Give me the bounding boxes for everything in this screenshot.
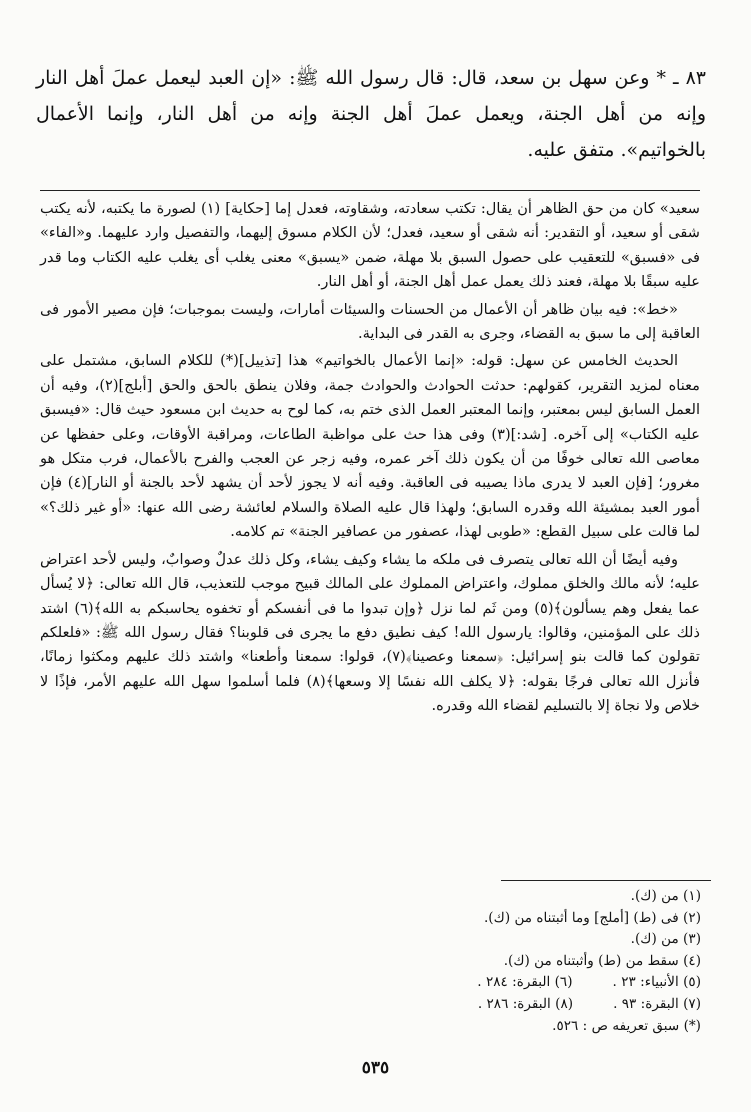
- commentary-paragraph-4: وفيه أيضًا أن الله تعالى يتصرف فى ملكه ما يشاء وكيف يشاء، وكل ذلك عدلٌ وصوابٌ، وليس لأحد اعتراض عليه؛ لأنه مالك والخلق مملوك، واعتراض المملوك على المالك قبيح موجب للتعذيب، قال الله تعالى: ﴿لا يُسأل عما يفعل وهم يسألون﴾(٥) ومن ثَم لما نزل ﴿وإن تبدوا ما فى أنفسكم أو تخفوه يحاسبكم به الله﴾(٦) اشتد ذلك على المؤمنين، وقالوا: يارسول الله! كيف نطيق دفع ما يجرى فى قلوبنا؟ فقال رسول الله ﷺ: «فلعلكم تقولون كما قالت بنو إسرائيل: ﴿سمعنا وعصينا﴾(٧)، قولوا: سمعنا وأطعنا» واشتد ذلك عليهم ومكثوا زمانًا، فأنزل الله تعالى فرجًا بقوله: ﴿لا يكلف الله نفسًا إلا وسعها﴾(٨) فلما أسلموا سهل الله عليهم الأمر، فإذًا لا خلاص ولا نجاة إلا بالتسليم لقضاء الله وقدره.: [40, 550, 700, 715]
- commentary-section: [40, 197, 700, 722]
- footnote-8: (٨) البقرة: ٢٨٦ .: [477, 995, 574, 1012]
- commentary-paragraph-2: «خط»: فيه بيان ظاهر أن الأعمال من الحسنات والسيئات أمارات، وليست بموجبات؛ فإن مصير الأمور فى العاقبة إلى ما سبق به القضاء، وجرى به القدر فى البداية.: [40, 300, 700, 343]
- footnote-3: (٣) من (ك).: [630, 931, 701, 948]
- footnote-star: (*) سبق تعريفه ص : ٥٢٦.: [552, 1017, 701, 1034]
- footnote-7: (٧) البقرة: ٩٣ .: [613, 995, 701, 1012]
- hadith-text: ٨٣ ـ * وعن سهل بن سعد، قال: قال رسول الله ﷺ: «إن العبد ليعمل عملَ أهل النار وإنه من أهل الجنة، ويعمل عملَ أهل الجنة وإنه من أهل النار، وإنما الأعمال بالخواتيم». متفق عليه.: [36, 67, 706, 161]
- commentary-paragraph-1: سعيد» كان من حق الظاهر أن يقال: تكتب سعادته، وشقاوته، فعدل إما [حكاية] (١) لصورة ما يكتبه، لأنه يكتب شقى أو سعيد، أو التقدير: أنه شقى أو سعيد، فعدل؛ لأن الكلام مسوق إليهما، والتفصيل وارد عليهما. و«الفاء» فى «فسبق» للتعقيب على حصول السبق بلا مهلة، ضمن «يسبق» معنى يغلب أى يغلب عليه الكتاب وما قدر عليه سبقًا بلا مهلة، فعند ذلك يعمل عمل أهل الجنة، أو أهل النار.: [40, 200, 701, 291]
- commentary-paragraph-3: الحديث الخامس عن سهل: قوله: «إنما الأعمال بالخواتيم» هذا [تذييل](*) للكلام السابق، مشتمل على معناه لمزيد التقرير، كقولهم: حدثت الحوادث والحوادث جمة، وفلان ينطق بالحق والحق [أبلج](٢)، وفيه أن العمل السابق ليس بمعتبر، وإنما المعتبر العمل الذى ختم به، كما لوح به حديث ابن مسعود حيث قال: «فيسبق عليه الكتاب» إلى آخره. [شد:](٣) وفى هذا حث على مواظبة الطاعات، ومراقبة الأوقات، وعلى حفظها عن معاصى الله تعالى خوفًا من أن يكون ذلك آخر عمره، وفيه زجر عن العجب والفرح بالأعمال، فرب متكل هو مغرور؛ [فإن العبد لا يدرى ماذا يصيبه فى العاقبة. وفيه أنه لا يجوز لأحد أن يشهد لأحد بالجنة أو النار](٤) فإن أمور العبد بمشيئة الله وقدره السابق؛ ولهذا قال عليه الصلاة والسلام لعائشة رضى الله عنها: «أو غير ذلك؟» لما قالت على سبيل القطع: «طوبى لهذا، عصفور من عصافير الجنة» تم كلامه.: [40, 352, 700, 541]
- footnote-2: (٢) فى (ط) [أملج] وما أثبتناه من (ك).: [483, 909, 701, 926]
- footnote-divider: [501, 880, 711, 881]
- top-divider: [40, 190, 700, 191]
- footnotes: [341, 886, 701, 1037]
- hadith-block: [36, 60, 706, 168]
- footnote-4: (٤) سقط من (ط) وأثبتناه من (ك).: [503, 952, 701, 969]
- footnote-5: (٥) الأنبياء: ٢٣ .: [612, 974, 701, 991]
- footnote-6: (٦) البقرة: ٢٨٤ .: [477, 974, 573, 991]
- footnote-1: (١) من (ك).: [630, 888, 701, 904]
- page-number: ٥٣٥: [361, 1058, 390, 1078]
